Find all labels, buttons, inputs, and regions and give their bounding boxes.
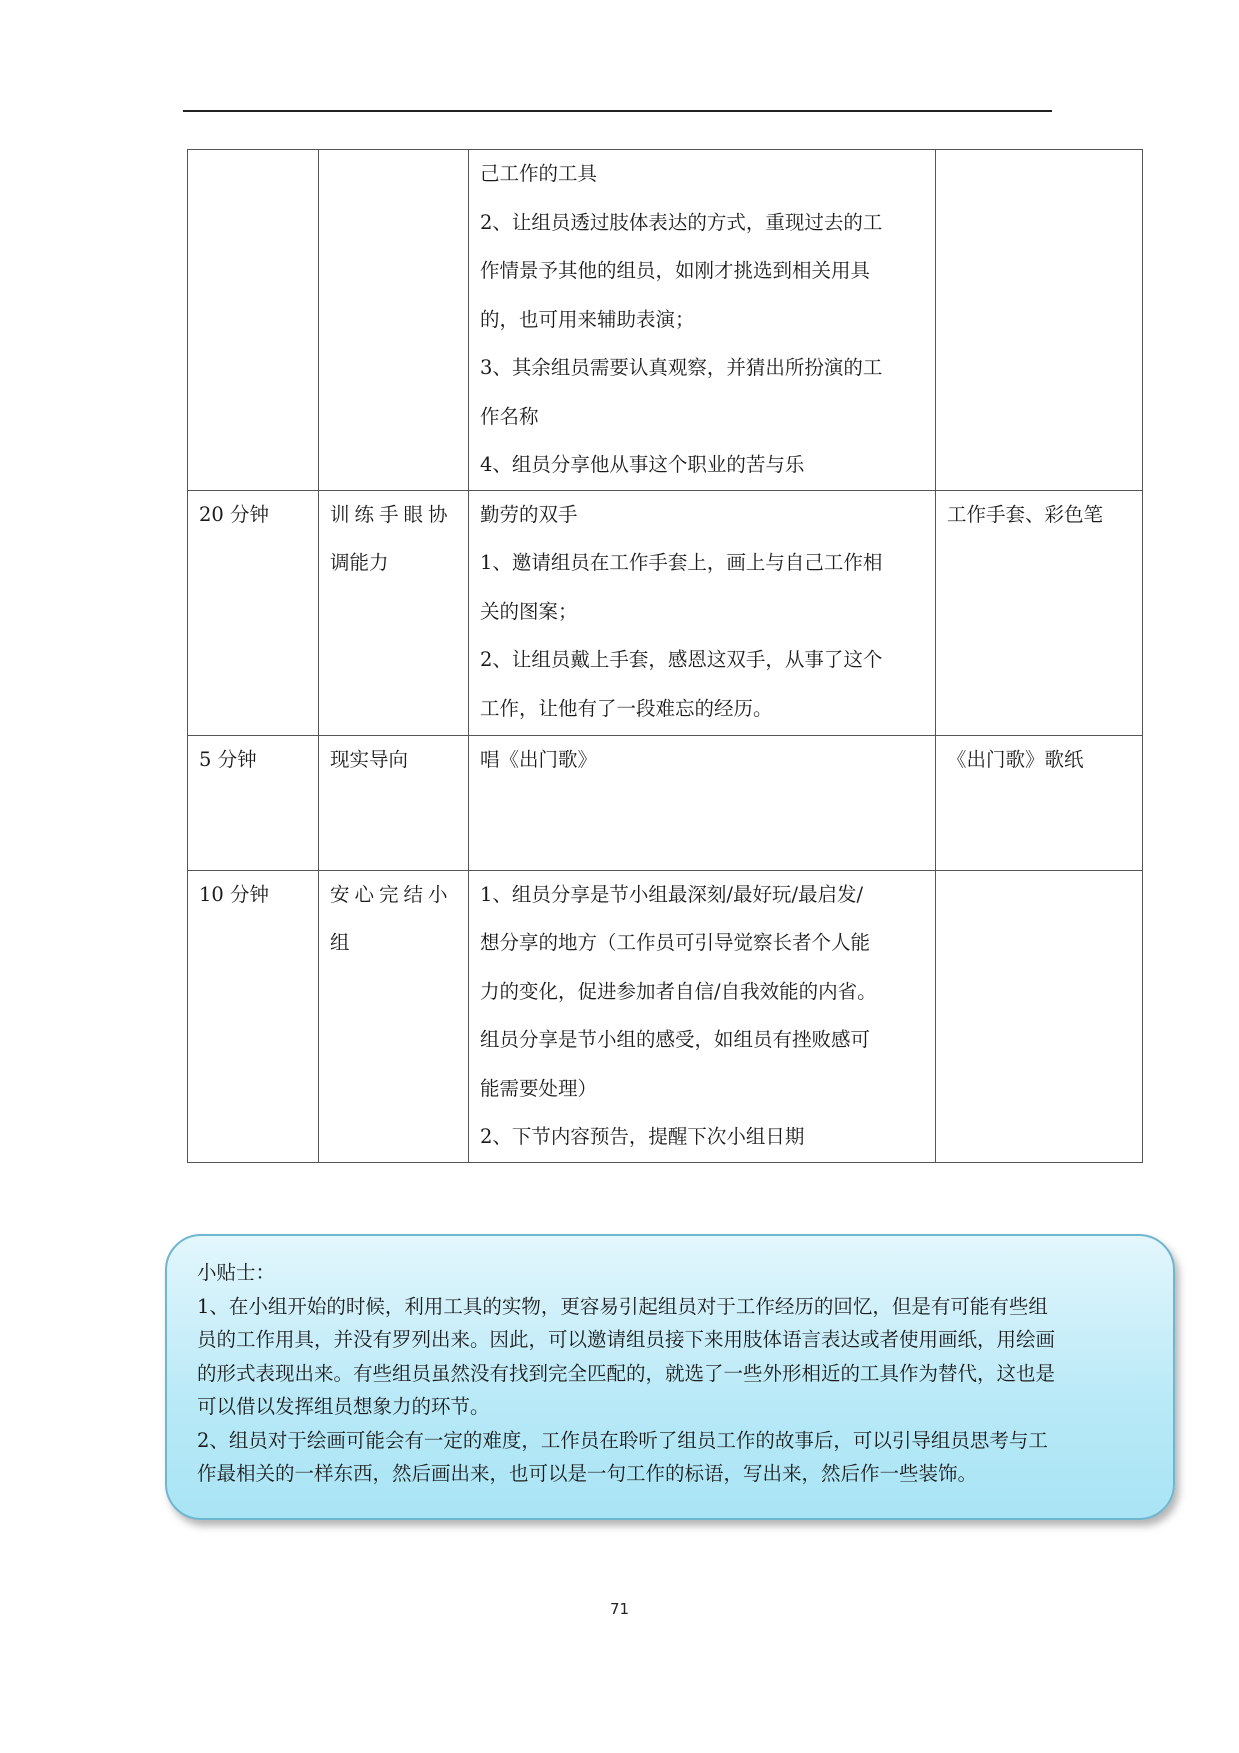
content-line: 想分享的地方（工作员可引导觉察长者个人能	[480, 931, 871, 954]
content-line: 2、让组员戴上手套，感恩这双手，从事了这个	[480, 648, 883, 671]
content-line: 组员分享是节小组的感受，如组员有挫败感可	[480, 1028, 871, 1051]
content-line: 作情景予其他的组员，如刚才挑选到相关用具	[480, 259, 871, 282]
goal-cell	[319, 490, 469, 735]
content-cell	[469, 490, 936, 735]
time-cell: 10 分钟	[188, 870, 319, 1162]
time-cell	[188, 150, 319, 491]
tips-line: 2、组员对于绘画可能会有一定的难度，工作员在聆听了组员工作的故事后，可以引导组员思考与工	[197, 1428, 1048, 1452]
content-line: 工作，让他有了一段难忘的经历。	[480, 696, 773, 720]
goal-cell	[319, 870, 469, 1162]
goal-line: 调能力	[330, 551, 389, 574]
content-line: 2、让组员透过肢体表达的方式，重现过去的工	[480, 210, 883, 234]
tips-title: 小贴士：	[197, 1261, 276, 1284]
table-row	[188, 735, 1143, 870]
content-line: 3、其余组员需要认真观察，并猜出所扮演的工	[480, 356, 883, 379]
goal-line: 训练手眼协	[330, 502, 453, 526]
header-rule	[183, 110, 1052, 112]
content-line: 1、邀请组员在工作手套上，画上与自己工作相	[480, 551, 883, 574]
goal-cell	[319, 150, 469, 491]
tips-line: 可以借以发挥组员想象力的环节。	[197, 1395, 490, 1418]
content-line: 的，也可用来辅助表演；	[480, 307, 695, 331]
content-line: 力的变化，促进参加者自信/自我效能的内省。	[480, 979, 877, 1003]
materials-cell: 《出门歌》歌纸	[936, 735, 1143, 870]
goal-line: 组	[330, 931, 350, 954]
content-line: 4、组员分享他从事这个职业的苦与乐	[480, 453, 805, 476]
tips-line: 1、在小组开始的时候，利用工具的实物，更容易引起组员对于工作经历的回忆，但是有可能有些组	[197, 1294, 1048, 1318]
tips-line: 的形式表现出来。有些组员虽然没有找到完全匹配的，就选了一些外形相近的工具作为替代，这也是	[197, 1361, 1056, 1385]
content-line: 唱《出门歌》	[480, 747, 598, 771]
page-number: 71	[609, 1600, 630, 1618]
materials-cell: 工作手套、彩色笔	[936, 490, 1143, 735]
content-line: 作名称	[480, 404, 539, 428]
content-cell	[469, 735, 936, 870]
goal-line: 安心完结小	[330, 882, 453, 906]
content-line: 关的图案；	[480, 599, 578, 623]
content-line: 勤劳的双手	[480, 502, 578, 526]
table-row	[188, 490, 1143, 735]
table-row	[188, 150, 1143, 491]
content-line: 己工作的工具	[480, 162, 598, 185]
content-line: 1、组员分享是节小组最深刻/最好玩/最启发/	[480, 882, 864, 906]
materials-cell	[936, 150, 1143, 491]
activity-plan-table	[187, 149, 1143, 1163]
time-cell: 5 分钟	[188, 735, 319, 870]
goal-line: 现实导向	[330, 747, 409, 771]
table-row	[188, 870, 1143, 1162]
materials-cell	[936, 870, 1143, 1162]
goal-cell	[319, 735, 469, 870]
content-line: 能需要处理）	[480, 1076, 598, 1100]
content-cell	[469, 150, 936, 491]
content-cell	[469, 870, 936, 1162]
time-cell: 20 分钟	[188, 490, 319, 735]
tips-box	[165, 1234, 1175, 1520]
content-line: 2、下节内容预告，提醒下次小组日期	[480, 1125, 805, 1148]
tips-line: 作最相关的一样东西，然后画出来，也可以是一句工作的标语，写出来，然后作一些装饰。	[197, 1462, 978, 1485]
tips-line: 员的工作用具，并没有罗列出来。因此，可以邀请组员接下来用肢体语言表达或者使用画纸，用绘画	[197, 1328, 1056, 1351]
